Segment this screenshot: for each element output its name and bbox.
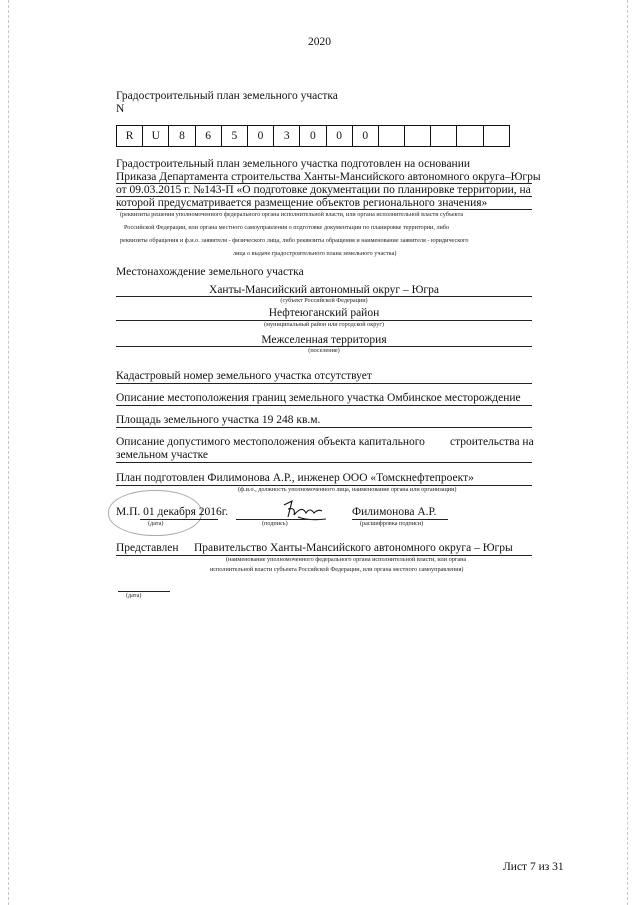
- presented-note-1: (наименование уполномоченного федерального органа исполнительной власти, или органа: [226, 556, 467, 563]
- basis-note-3: реквизиты обращения и ф.и.о. заявителя - физического лица, либо реквизиты обращения и наименование заявителя - юридического: [120, 237, 469, 244]
- location-settlement-note: (поселение): [308, 347, 340, 354]
- number-cell: [405, 126, 431, 146]
- presented-note-2: исполнительной власти субъекта Российской Федерации, или органа местного самоуправления): [210, 566, 464, 573]
- document-title: Градостроительный план земельного участка: [116, 90, 338, 102]
- basis-note-2: Российской Федерации, или органа местного самоуправления о подготовке документации по планировке территории, либо: [124, 224, 450, 231]
- page-edge-left: [8, 0, 9, 905]
- signer-name: Филимонова А.Р.: [352, 506, 437, 518]
- location-settlement: Межселенная территория: [261, 334, 387, 346]
- number-cell: [484, 126, 510, 146]
- number-cell: 0: [327, 126, 353, 146]
- location-district: Нефтеюганский район: [268, 307, 380, 319]
- signer-name-note: (расшифровка подписи): [360, 520, 424, 527]
- sheet-number: Лист 7 из 31: [503, 861, 564, 873]
- basis-note-1: (реквизиты решения уполномоченного федерального органа исполнительной власти, или органа исполнительной власти субъекта: [120, 211, 464, 218]
- plot-area: Площадь земельного участка 19 248 кв.м.: [116, 414, 321, 426]
- location-district-note: (муниципальный район или городской округ): [264, 321, 384, 328]
- basis-line-2: Приказа Департамента строительства Ханты-Мансийского автономного округа–Югры: [116, 171, 541, 183]
- basis-line-4: которой предусматривается размещение объектов регионального значения»: [116, 197, 488, 209]
- location-subject-note: (субъект Российской Федерации): [280, 297, 368, 304]
- cadastral-number: Кадастровый номер земельного участка отсутствует: [116, 370, 372, 382]
- number-cell: 0: [300, 126, 326, 146]
- number-cell: 0: [248, 126, 274, 146]
- number-cell: 5: [222, 126, 248, 146]
- number-cell: 6: [196, 126, 222, 146]
- basis-line-3: от 09.03.2015 г. №143-П «О подготовке документации по планировке территории, на: [116, 184, 531, 196]
- number-cell: 0: [353, 126, 379, 146]
- placement-line-2: земельном участке: [116, 449, 209, 461]
- number-cell: R: [117, 126, 143, 146]
- number-cell: U: [143, 126, 169, 146]
- signature-note: (подпись): [262, 520, 288, 527]
- prepared-by-note: (ф.и.о., должность уполномоченного лица, наименование органа или организации): [238, 486, 457, 493]
- year-header: 2020: [308, 36, 331, 48]
- presented-label: Представлен: [116, 542, 179, 554]
- date-note: (дата): [148, 520, 164, 527]
- number-cell: 8: [169, 126, 195, 146]
- number-cell: 3: [274, 126, 300, 146]
- number-cell: [379, 126, 405, 146]
- plan-number-cells: [116, 125, 510, 147]
- page-edge-right: [627, 0, 628, 905]
- number-cell: [431, 126, 457, 146]
- location-subject: Ханты-Мансийский автономный округ – Югра: [209, 284, 439, 296]
- placement-line-1a: Описание допустимого местоположения объекта капитального: [116, 436, 425, 448]
- placement-line-1b: строительства на: [450, 436, 534, 448]
- basis-note-4: лица о выдаче градостроительного плана земельного участка): [233, 250, 397, 257]
- location-heading: Местонахождение земельного участка: [116, 266, 304, 278]
- date-blank-note: (дата): [126, 592, 142, 599]
- mp-date: М.П. 01 декабря 2016г.: [116, 506, 229, 518]
- number-cell: [457, 126, 483, 146]
- number-label: N: [116, 103, 125, 115]
- presented-value: Правительство Ханты-Мансийского автономного округа – Югры: [194, 542, 513, 554]
- prepared-by: План подготовлен Филимонова А.Р., инженер ООО «Томскнефтепроект»: [116, 472, 474, 484]
- basis-line-1: Градостроительный план земельного участка подготовлен на основании: [116, 158, 471, 170]
- borders-description: Описание местоположения границ земельного участка Омбинское месторождение: [116, 392, 521, 404]
